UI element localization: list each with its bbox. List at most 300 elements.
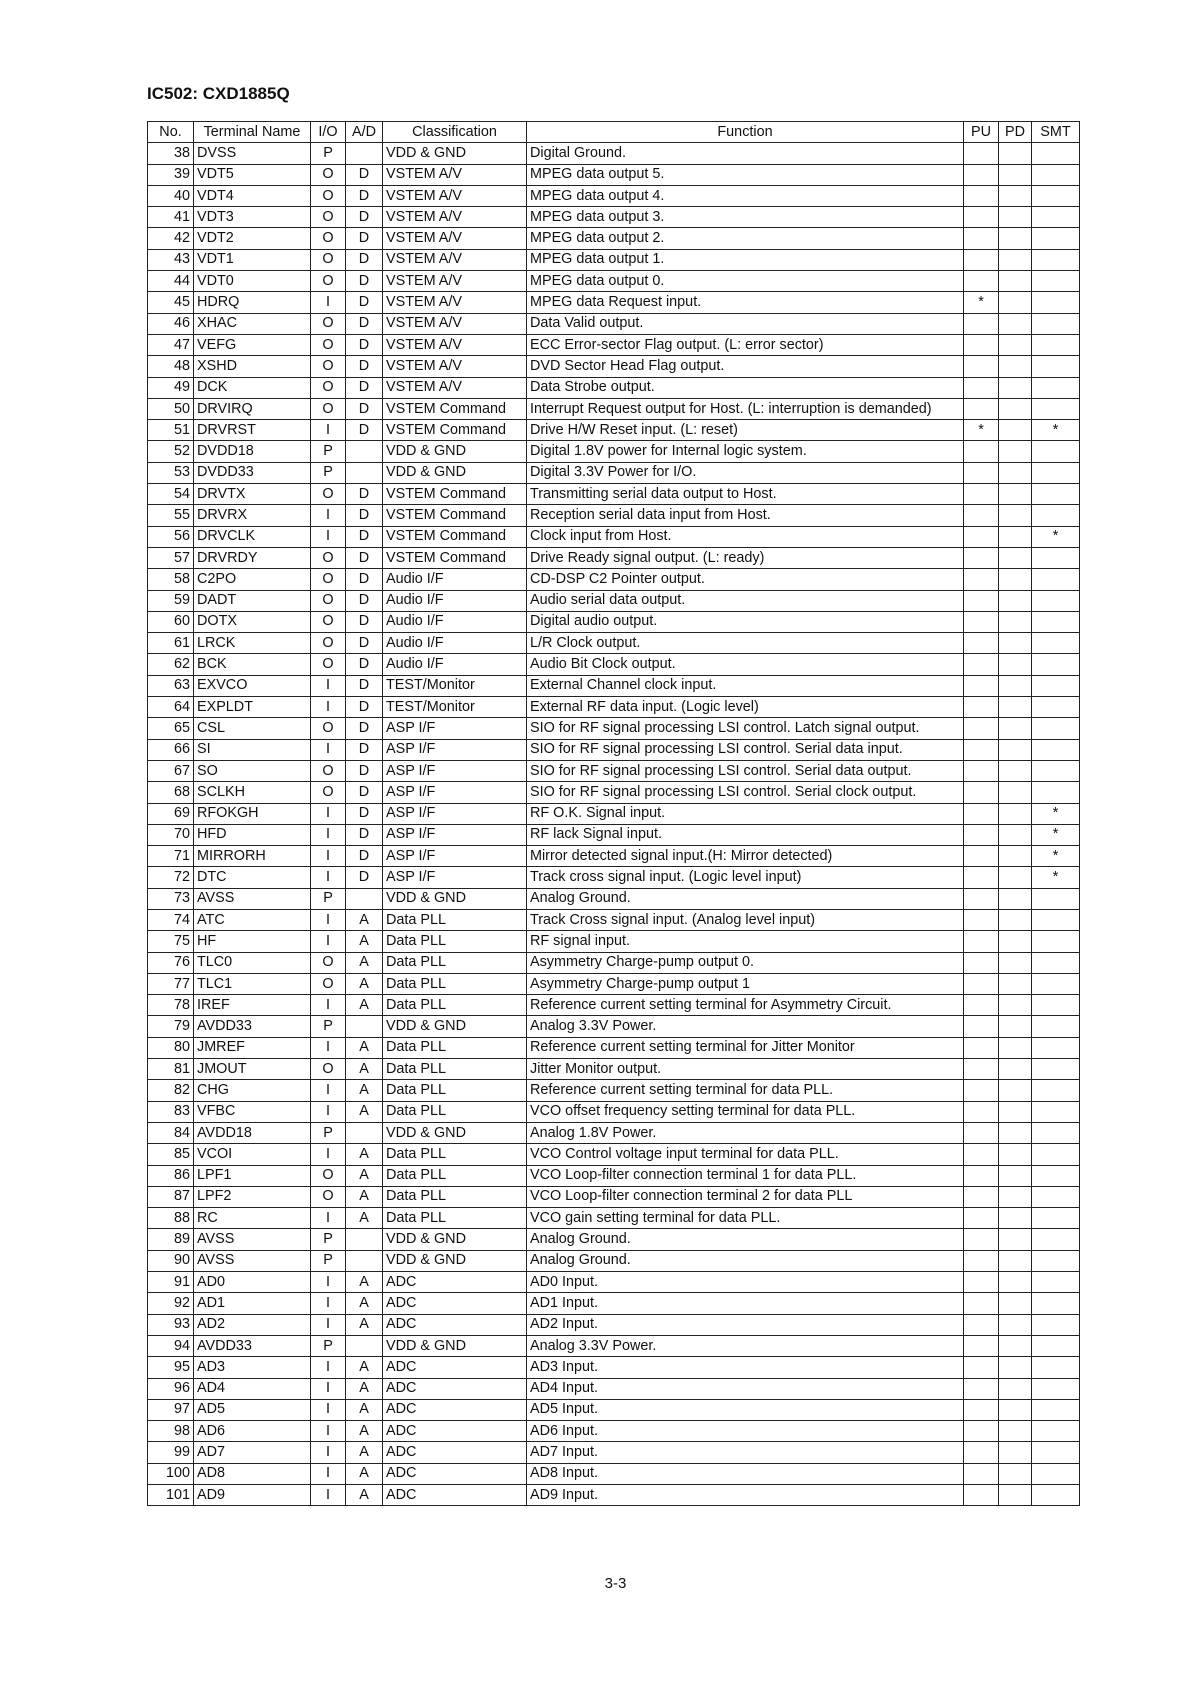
- table-row: [148, 356, 1080, 377]
- cell-ad: D: [346, 207, 383, 228]
- cell-pu: [964, 228, 999, 249]
- cell-no: 85: [148, 1144, 194, 1165]
- cell-smt: *: [1032, 846, 1080, 867]
- cell-no: 98: [148, 1421, 194, 1442]
- cell-pu: [964, 1463, 999, 1484]
- cell-function: MPEG data Request input.: [527, 292, 964, 313]
- cell-terminal-name: AD9: [194, 1485, 311, 1506]
- cell-function: Audio serial data output.: [527, 590, 964, 611]
- cell-function: AD5 Input.: [527, 1399, 964, 1420]
- cell-smt: [1032, 590, 1080, 611]
- table-row: [148, 398, 1080, 419]
- cell-terminal-name: SCLKH: [194, 782, 311, 803]
- cell-no: 95: [148, 1357, 194, 1378]
- cell-terminal-name: ATC: [194, 909, 311, 930]
- cell-pu: [964, 633, 999, 654]
- cell-no: 81: [148, 1059, 194, 1080]
- cell-pd: [999, 782, 1032, 803]
- cell-no: 90: [148, 1250, 194, 1271]
- cell-smt: [1032, 207, 1080, 228]
- cell-ad: D: [346, 547, 383, 568]
- cell-pd: [999, 1080, 1032, 1101]
- cell-io: I: [311, 1485, 346, 1506]
- cell-terminal-name: AVSS: [194, 1250, 311, 1271]
- cell-smt: [1032, 718, 1080, 739]
- cell-io: O: [311, 398, 346, 419]
- cell-classification: VSTEM A/V: [383, 271, 527, 292]
- cell-pd: [999, 1293, 1032, 1314]
- table-row: [148, 1080, 1080, 1101]
- table-row: [148, 249, 1080, 270]
- cell-no: 76: [148, 952, 194, 973]
- cell-smt: *: [1032, 803, 1080, 824]
- cell-function: RF lack Signal input.: [527, 824, 964, 845]
- page-title: IC502: CXD1885Q: [147, 84, 290, 103]
- cell-classification: Data PLL: [383, 1080, 527, 1101]
- cell-smt: [1032, 1463, 1080, 1484]
- cell-io: P: [311, 1016, 346, 1037]
- cell-classification: VSTEM Command: [383, 547, 527, 568]
- cell-ad: A: [346, 1378, 383, 1399]
- cell-function: Asymmetry Charge-pump output 0.: [527, 952, 964, 973]
- cell-pd: [999, 1357, 1032, 1378]
- cell-pu: [964, 1229, 999, 1250]
- cell-function: Audio Bit Clock output.: [527, 654, 964, 675]
- cell-smt: [1032, 484, 1080, 505]
- cell-classification: Data PLL: [383, 1059, 527, 1080]
- cell-pu: *: [964, 420, 999, 441]
- cell-io: O: [311, 718, 346, 739]
- cell-function: VCO Loop-filter connection terminal 1 for data PLL.: [527, 1165, 964, 1186]
- cell-smt: [1032, 739, 1080, 760]
- cell-smt: [1032, 1208, 1080, 1229]
- cell-ad: D: [346, 824, 383, 845]
- table-row: [148, 1357, 1080, 1378]
- cell-no: 52: [148, 441, 194, 462]
- pin-table: [147, 121, 1080, 1506]
- cell-function: Drive H/W Reset input. (L: reset): [527, 420, 964, 441]
- cell-classification: VSTEM A/V: [383, 164, 527, 185]
- cell-terminal-name: DVDD33: [194, 462, 311, 483]
- cell-smt: [1032, 547, 1080, 568]
- cell-ad: A: [346, 973, 383, 994]
- cell-function: AD3 Input.: [527, 1357, 964, 1378]
- cell-classification: VDD & GND: [383, 1250, 527, 1271]
- cell-smt: [1032, 1059, 1080, 1080]
- cell-no: 63: [148, 675, 194, 696]
- cell-smt: [1032, 569, 1080, 590]
- table-row: [148, 1378, 1080, 1399]
- cell-classification: Data PLL: [383, 1101, 527, 1122]
- column-header-smt: SMT: [1032, 122, 1080, 143]
- cell-pu: [964, 782, 999, 803]
- cell-pd: [999, 1250, 1032, 1271]
- cell-smt: [1032, 1165, 1080, 1186]
- cell-pu: [964, 931, 999, 952]
- cell-pd: [999, 526, 1032, 547]
- cell-io: O: [311, 377, 346, 398]
- cell-smt: *: [1032, 824, 1080, 845]
- column-header-pu: PU: [964, 122, 999, 143]
- cell-classification: ASP I/F: [383, 718, 527, 739]
- cell-no: 91: [148, 1272, 194, 1293]
- cell-pd: [999, 1463, 1032, 1484]
- cell-classification: VSTEM A/V: [383, 185, 527, 206]
- cell-ad: D: [346, 867, 383, 888]
- cell-classification: Data PLL: [383, 1037, 527, 1058]
- cell-ad: D: [346, 292, 383, 313]
- cell-no: 96: [148, 1378, 194, 1399]
- cell-classification: ADC: [383, 1485, 527, 1506]
- cell-ad: A: [346, 1080, 383, 1101]
- cell-ad: A: [346, 1421, 383, 1442]
- table-row: [148, 1293, 1080, 1314]
- cell-terminal-name: VDT5: [194, 164, 311, 185]
- cell-function: CD-DSP C2 Pointer output.: [527, 569, 964, 590]
- cell-pd: [999, 995, 1032, 1016]
- cell-pd: [999, 484, 1032, 505]
- cell-pu: [964, 675, 999, 696]
- cell-classification: Audio I/F: [383, 611, 527, 632]
- cell-ad: D: [346, 313, 383, 334]
- table-row: [148, 909, 1080, 930]
- cell-classification: VDD & GND: [383, 462, 527, 483]
- cell-pu: [964, 1144, 999, 1165]
- cell-ad: D: [346, 271, 383, 292]
- cell-pu: [964, 1293, 999, 1314]
- cell-function: Clock input from Host.: [527, 526, 964, 547]
- cell-pd: [999, 654, 1032, 675]
- cell-classification: Data PLL: [383, 952, 527, 973]
- cell-smt: [1032, 973, 1080, 994]
- cell-pu: [964, 697, 999, 718]
- cell-smt: [1032, 1399, 1080, 1420]
- cell-io: O: [311, 782, 346, 803]
- cell-io: I: [311, 803, 346, 824]
- cell-no: 89: [148, 1229, 194, 1250]
- cell-no: 67: [148, 760, 194, 781]
- cell-io: I: [311, 1080, 346, 1101]
- cell-pd: [999, 164, 1032, 185]
- cell-function: SIO for RF signal processing LSI control. Serial data input.: [527, 739, 964, 760]
- cell-ad: A: [346, 952, 383, 973]
- cell-function: Digital Ground.: [527, 143, 964, 164]
- cell-classification: VDD & GND: [383, 888, 527, 909]
- cell-function: AD2 Input.: [527, 1314, 964, 1335]
- cell-pu: [964, 334, 999, 355]
- cell-pu: [964, 1357, 999, 1378]
- cell-pu: [964, 1485, 999, 1506]
- cell-smt: [1032, 292, 1080, 313]
- cell-pu: [964, 973, 999, 994]
- cell-pu: [964, 398, 999, 419]
- table-row: [148, 1208, 1080, 1229]
- table-row: [148, 760, 1080, 781]
- table-row: [148, 697, 1080, 718]
- table-row: [148, 1314, 1080, 1335]
- cell-ad: D: [346, 484, 383, 505]
- cell-pd: [999, 1101, 1032, 1122]
- cell-classification: ADC: [383, 1378, 527, 1399]
- table-row: [148, 1250, 1080, 1271]
- cell-io: O: [311, 547, 346, 568]
- cell-pd: [999, 1037, 1032, 1058]
- table-row: [148, 484, 1080, 505]
- cell-ad: A: [346, 1101, 383, 1122]
- cell-io: I: [311, 1442, 346, 1463]
- cell-terminal-name: VEFG: [194, 334, 311, 355]
- cell-pu: [964, 484, 999, 505]
- cell-smt: [1032, 1335, 1080, 1356]
- table-row: [148, 1165, 1080, 1186]
- cell-smt: [1032, 995, 1080, 1016]
- cell-function: VCO gain setting terminal for data PLL.: [527, 1208, 964, 1229]
- cell-classification: VDD & GND: [383, 143, 527, 164]
- cell-pd: [999, 462, 1032, 483]
- cell-terminal-name: HFD: [194, 824, 311, 845]
- cell-no: 39: [148, 164, 194, 185]
- cell-terminal-name: LPF2: [194, 1186, 311, 1207]
- cell-classification: ASP I/F: [383, 846, 527, 867]
- cell-pu: [964, 1272, 999, 1293]
- cell-classification: ASP I/F: [383, 803, 527, 824]
- cell-function: Reference current setting terminal for Jitter Monitor: [527, 1037, 964, 1058]
- cell-classification: ASP I/F: [383, 760, 527, 781]
- table-row: [148, 1186, 1080, 1207]
- cell-function: SIO for RF signal processing LSI control. Serial data output.: [527, 760, 964, 781]
- cell-classification: VSTEM Command: [383, 526, 527, 547]
- cell-smt: [1032, 697, 1080, 718]
- cell-pu: [964, 1399, 999, 1420]
- cell-ad: A: [346, 931, 383, 952]
- cell-terminal-name: AD7: [194, 1442, 311, 1463]
- cell-pd: [999, 1229, 1032, 1250]
- cell-smt: [1032, 1101, 1080, 1122]
- cell-io: O: [311, 249, 346, 270]
- cell-ad: D: [346, 505, 383, 526]
- cell-no: 86: [148, 1165, 194, 1186]
- cell-no: 68: [148, 782, 194, 803]
- cell-function: Digital 1.8V power for Internal logic system.: [527, 441, 964, 462]
- cell-terminal-name: RC: [194, 1208, 311, 1229]
- cell-smt: [1032, 611, 1080, 632]
- cell-io: I: [311, 1463, 346, 1484]
- cell-pu: [964, 611, 999, 632]
- cell-ad: A: [346, 1272, 383, 1293]
- cell-io: P: [311, 143, 346, 164]
- cell-smt: [1032, 760, 1080, 781]
- cell-no: 43: [148, 249, 194, 270]
- cell-function: SIO for RF signal processing LSI control. Serial clock output.: [527, 782, 964, 803]
- cell-terminal-name: DRVCLK: [194, 526, 311, 547]
- cell-smt: [1032, 334, 1080, 355]
- cell-pd: [999, 909, 1032, 930]
- cell-io: P: [311, 888, 346, 909]
- cell-no: 79: [148, 1016, 194, 1037]
- cell-pd: [999, 590, 1032, 611]
- cell-pu: [964, 356, 999, 377]
- cell-pd: [999, 1144, 1032, 1165]
- cell-ad: A: [346, 1357, 383, 1378]
- cell-io: I: [311, 1421, 346, 1442]
- cell-ad: D: [346, 760, 383, 781]
- cell-io: I: [311, 1144, 346, 1165]
- cell-function: Digital audio output.: [527, 611, 964, 632]
- cell-classification: ADC: [383, 1314, 527, 1335]
- cell-terminal-name: TLC1: [194, 973, 311, 994]
- cell-pd: [999, 1314, 1032, 1335]
- cell-terminal-name: VDT3: [194, 207, 311, 228]
- cell-smt: [1032, 1080, 1080, 1101]
- cell-no: 92: [148, 1293, 194, 1314]
- cell-no: 38: [148, 143, 194, 164]
- cell-ad: A: [346, 1208, 383, 1229]
- table-row: [148, 420, 1080, 441]
- cell-classification: VDD & GND: [383, 1229, 527, 1250]
- cell-io: I: [311, 1314, 346, 1335]
- cell-classification: Audio I/F: [383, 654, 527, 675]
- cell-smt: [1032, 888, 1080, 909]
- cell-terminal-name: AD4: [194, 1378, 311, 1399]
- cell-io: I: [311, 824, 346, 845]
- cell-io: I: [311, 846, 346, 867]
- table-row: [148, 1144, 1080, 1165]
- cell-classification: VSTEM A/V: [383, 207, 527, 228]
- cell-classification: ADC: [383, 1357, 527, 1378]
- cell-pu: [964, 590, 999, 611]
- cell-pu: [964, 462, 999, 483]
- table-header-row: [148, 122, 1080, 143]
- cell-function: Drive Ready signal output. (L: ready): [527, 547, 964, 568]
- cell-function: Data Strobe output.: [527, 377, 964, 398]
- cell-pu: [964, 1016, 999, 1037]
- cell-classification: Data PLL: [383, 973, 527, 994]
- cell-classification: Audio I/F: [383, 633, 527, 654]
- cell-io: I: [311, 505, 346, 526]
- cell-classification: ASP I/F: [383, 867, 527, 888]
- cell-pd: [999, 377, 1032, 398]
- cell-terminal-name: DRVTX: [194, 484, 311, 505]
- cell-pu: [964, 1186, 999, 1207]
- cell-no: 87: [148, 1186, 194, 1207]
- cell-terminal-name: EXVCO: [194, 675, 311, 696]
- cell-terminal-name: MIRRORH: [194, 846, 311, 867]
- cell-function: MPEG data output 1.: [527, 249, 964, 270]
- cell-function: MPEG data output 2.: [527, 228, 964, 249]
- cell-classification: Data PLL: [383, 909, 527, 930]
- cell-function: RF signal input.: [527, 931, 964, 952]
- cell-pu: [964, 654, 999, 675]
- cell-terminal-name: DTC: [194, 867, 311, 888]
- cell-smt: [1032, 505, 1080, 526]
- cell-io: I: [311, 1208, 346, 1229]
- cell-pu: [964, 846, 999, 867]
- cell-terminal-name: C2PO: [194, 569, 311, 590]
- cell-pu: [964, 803, 999, 824]
- cell-classification: Data PLL: [383, 931, 527, 952]
- cell-terminal-name: RFOKGH: [194, 803, 311, 824]
- cell-pu: [964, 739, 999, 760]
- cell-no: 48: [148, 356, 194, 377]
- cell-no: 64: [148, 697, 194, 718]
- cell-io: P: [311, 1122, 346, 1143]
- cell-io: O: [311, 484, 346, 505]
- cell-io: I: [311, 739, 346, 760]
- cell-no: 58: [148, 569, 194, 590]
- cell-no: 57: [148, 547, 194, 568]
- cell-no: 101: [148, 1485, 194, 1506]
- cell-pd: [999, 292, 1032, 313]
- column-header-terminal-name: Terminal Name: [194, 122, 311, 143]
- cell-smt: [1032, 1378, 1080, 1399]
- cell-pu: [964, 1122, 999, 1143]
- cell-classification: VSTEM A/V: [383, 228, 527, 249]
- table-row: [148, 931, 1080, 952]
- cell-io: I: [311, 1293, 346, 1314]
- cell-smt: [1032, 1186, 1080, 1207]
- cell-terminal-name: HF: [194, 931, 311, 952]
- cell-function: Mirror detected signal input.(H: Mirror detected): [527, 846, 964, 867]
- cell-function: VCO Loop-filter connection terminal 2 for data PLL: [527, 1186, 964, 1207]
- cell-pu: [964, 1335, 999, 1356]
- cell-classification: ASP I/F: [383, 782, 527, 803]
- cell-pu: [964, 1059, 999, 1080]
- cell-no: 78: [148, 995, 194, 1016]
- cell-io: I: [311, 1101, 346, 1122]
- cell-smt: [1032, 441, 1080, 462]
- cell-io: O: [311, 654, 346, 675]
- cell-smt: [1032, 782, 1080, 803]
- table-row: [148, 1335, 1080, 1356]
- table-row: [148, 207, 1080, 228]
- cell-ad: D: [346, 420, 383, 441]
- cell-pd: [999, 313, 1032, 334]
- cell-terminal-name: DCK: [194, 377, 311, 398]
- cell-smt: [1032, 1314, 1080, 1335]
- cell-function: Digital 3.3V Power for I/O.: [527, 462, 964, 483]
- cell-ad: [346, 1229, 383, 1250]
- cell-pd: [999, 952, 1032, 973]
- cell-ad: D: [346, 739, 383, 760]
- cell-smt: [1032, 313, 1080, 334]
- cell-pd: [999, 569, 1032, 590]
- cell-function: Analog 3.3V Power.: [527, 1335, 964, 1356]
- cell-no: 44: [148, 271, 194, 292]
- cell-no: 100: [148, 1463, 194, 1484]
- table-row: [148, 569, 1080, 590]
- table-row: [148, 1442, 1080, 1463]
- cell-classification: VSTEM Command: [383, 420, 527, 441]
- cell-classification: VDD & GND: [383, 1335, 527, 1356]
- cell-ad: D: [346, 611, 383, 632]
- cell-classification: VSTEM A/V: [383, 249, 527, 270]
- cell-classification: ADC: [383, 1293, 527, 1314]
- cell-ad: D: [346, 398, 383, 419]
- cell-ad: A: [346, 1037, 383, 1058]
- table-row: [148, 633, 1080, 654]
- cell-pd: [999, 824, 1032, 845]
- cell-smt: [1032, 1357, 1080, 1378]
- cell-ad: D: [346, 654, 383, 675]
- cell-smt: *: [1032, 526, 1080, 547]
- cell-ad: D: [346, 803, 383, 824]
- cell-ad: D: [346, 334, 383, 355]
- column-header-ad: A/D: [346, 122, 383, 143]
- cell-terminal-name: VFBC: [194, 1101, 311, 1122]
- cell-terminal-name: AD1: [194, 1293, 311, 1314]
- cell-terminal-name: AVDD33: [194, 1016, 311, 1037]
- cell-no: 45: [148, 292, 194, 313]
